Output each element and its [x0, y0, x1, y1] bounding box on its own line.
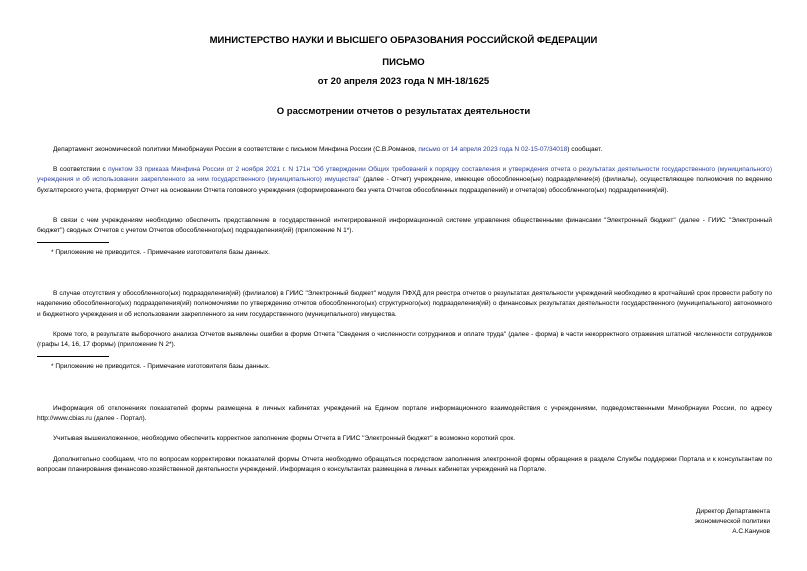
- paragraph-3: В связи с чем учреждениям необходимо обеспечить представление в государственной интегрированной информационной системе управления общественными финансами "Электронный бюджет" (далее - ГИИС "Электронный бюджет") сводных Отчетов с учетом Отчетов обособленного(ых) подразделения(ий) (приложение N 1*).: [37, 217, 772, 235]
- paragraph-2: [37, 165, 772, 196]
- signature-block: [695, 507, 770, 538]
- footnote-separator: [37, 356, 109, 357]
- footnote-1: * Приложение не приводится. - Примечание изготовителя базы данных.: [51, 249, 270, 256]
- paragraph-1: [37, 145, 772, 155]
- signature-name: А.С.Канунов: [732, 528, 770, 536]
- ministry-title: МИНИСТЕРСТВО НАУКИ И ВЫСШЕГО ОБРАЗОВАНИЯ РОССИЙСКОЙ ФЕДЕРАЦИИ: [209, 35, 598, 46]
- minfin-letter-link[interactable]: письмо от 14 апреля 2023 года N 02-15-07/34018: [418, 146, 568, 153]
- footnote-separator: [37, 242, 109, 243]
- document-type: ПИСЬМО: [382, 57, 425, 68]
- paragraph-2-text-a: В соответствии с: [53, 166, 109, 173]
- paragraph-5: Кроме того, в результате выборочного анализа Отчетов выявлены ошибки в форме Отчета "Сведения о численности сотрудников и оплате труда" (далее - форма) в части некорректного отражения штатной численности сотрудников (графы 14, 16, 17 формы) (приложение N 2*).: [37, 331, 772, 349]
- paragraph-8: Дополнительно сообщаем, что по вопросам корректировки показателей формы Отчета необходимо обращаться посредством заполнения электронной формы обращения в разделе Службы поддержки Портала и к консультантам по вопросам планирования финансово-хозяйственной деятельности учреждений. Информация о консультантах размещена в личных кабинетах учреждений на Портале.: [37, 456, 772, 474]
- document-date-number: от 20 апреля 2023 года N МН-18/1625: [317, 76, 490, 87]
- paragraph-2-text-b: (далее - Отчет) учреждение, имеющее обособленное(ые) подразделение(я) (филиалы), осуществляющее полномочия по ведению бухгалтерского учета, формирует Отчет на основании Отчета головного учреждения (сформированного без учета Отчетов обособленных подразделений) и отчета(ов) обособленного(ых) подразделения(ий).: [37, 176, 772, 194]
- minfin-order-link[interactable]: пунктом 33 приказа Минфина России от 2 ноября 2021 г. N 171н "Об утверждении Общих требований к порядку составления и утверждения отчета о результатах деятельности государственного (муниципального) учреждения и об использовании закрепленного за ним государственного (муниципального) имущества": [37, 166, 773, 184]
- paragraph-1-text-a: Департамент экономической политики Минобрнауки России в соответствии с письмом Минфина России (С.В.Романов,: [53, 146, 419, 153]
- paragraph-7: Учитывая вышеизложенное, необходимо обеспечить корректное заполнение формы Отчета в ГИИС "Электронный бюджет" в возможно короткий срок.: [53, 435, 516, 442]
- paragraph-1-text-b: ) сообщает.: [567, 146, 603, 153]
- signature-department: экономической политики: [694, 518, 770, 526]
- paragraph-4: В случае отсутствия у обособленного(ых) подразделения(ий) (филиалов) в ГИИС "Электронный бюджет" модуля ПФХД для реестра отчетов о результатах деятельности учреждений необходимо в кротчайший срок провести работу по наделению обособленного(ых) подразделения(ий) полномочиями по утверждению отчетов обособленного(ых) структурного(ых) подразделения(ий) о финансовых результатах деятельности государственного (муниципального) автономного и бюджетного учреждения и об использовании закрепленного за ним государственного (муниципального) имущества.: [37, 290, 772, 318]
- paragraph-6: Информация об отклонениях показателей формы размещена в личных кабинетах учреждений на Едином портале информационного взаимодействия с учреждениями, подведомственными Минобрнауки России, по адресу http://www.cbias.ru (далее - Портал).: [37, 405, 772, 423]
- document-subject: О рассмотрении отчетов о результатах деятельности: [276, 106, 531, 117]
- signature-position: Директор Департамента: [696, 508, 770, 515]
- footnote-2: * Приложение не приводится. - Примечание изготовителя базы данных.: [51, 363, 270, 370]
